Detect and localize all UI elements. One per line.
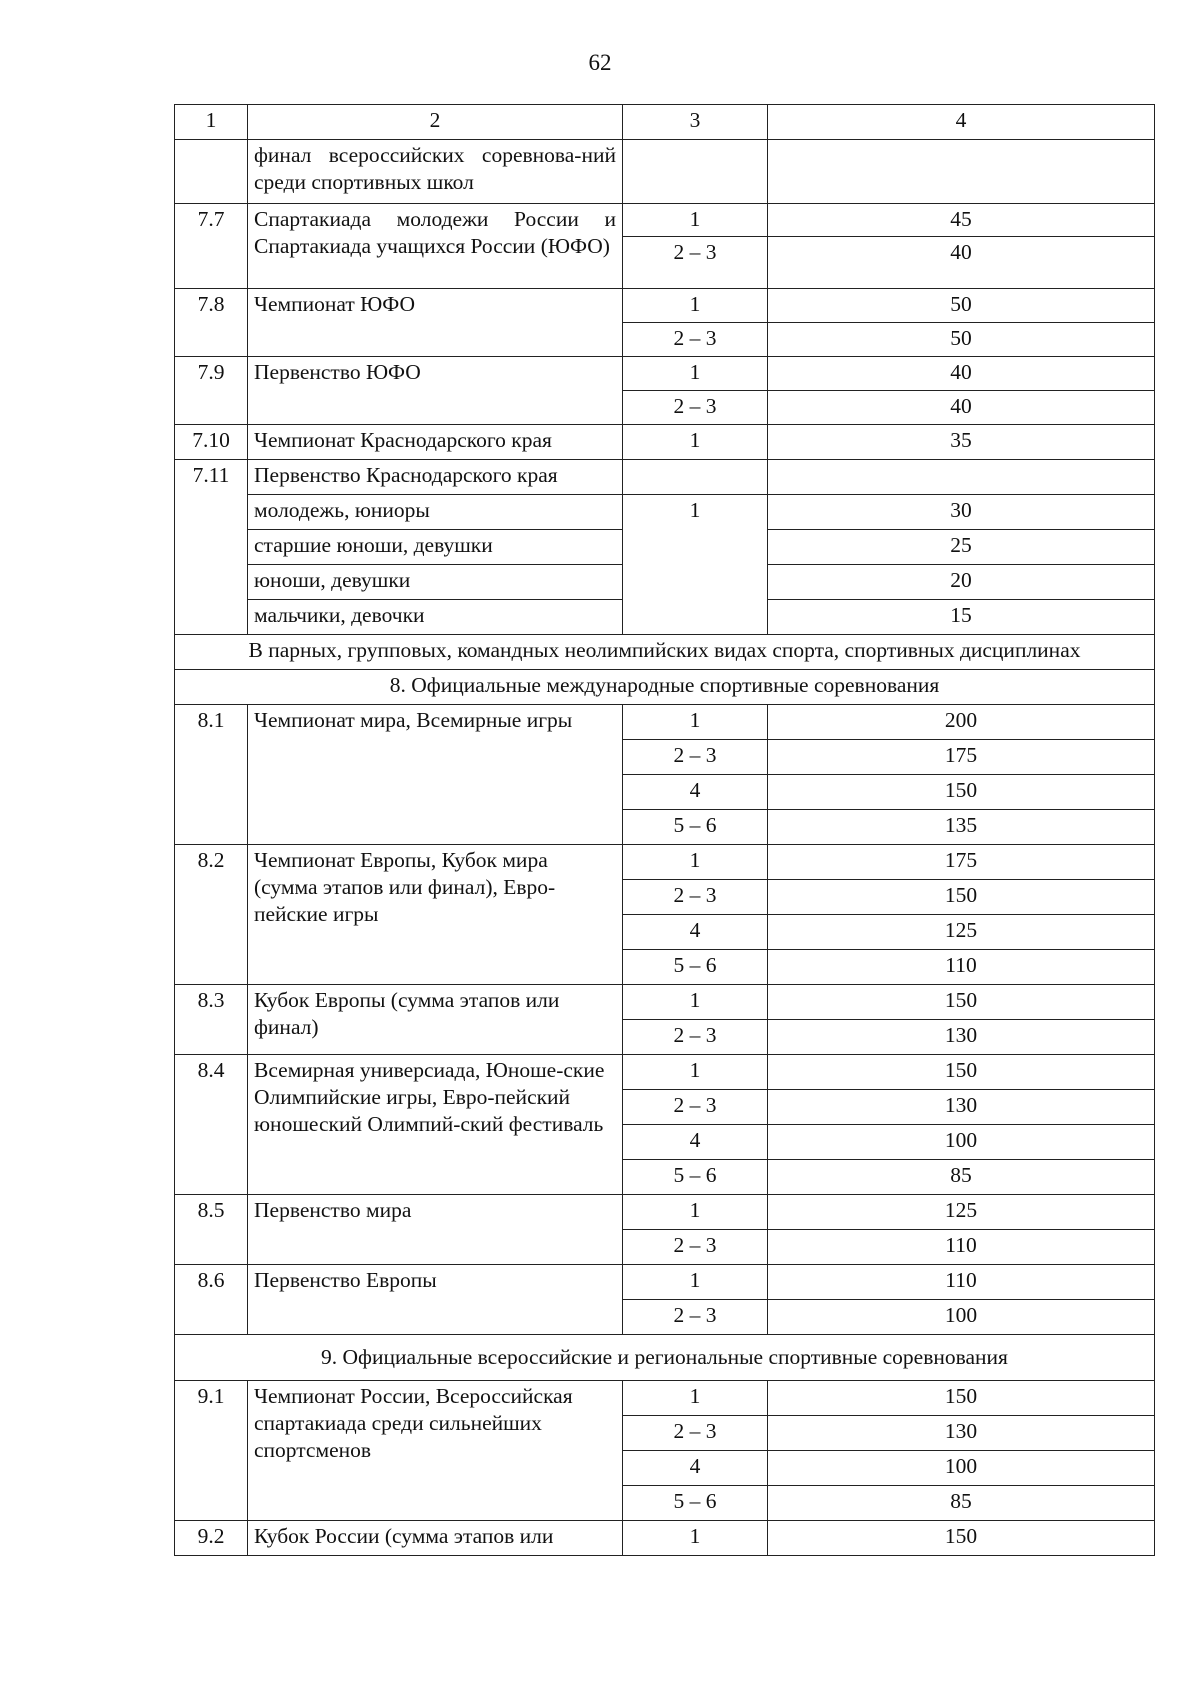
points-cell: 30 bbox=[768, 495, 1155, 530]
table-row bbox=[175, 289, 1155, 323]
place-cell: 2 – 3 bbox=[623, 1416, 768, 1451]
competition-name: Кубок России (сумма этапов или bbox=[248, 1521, 623, 1556]
points-cell: 200 bbox=[768, 705, 1155, 740]
table-row bbox=[175, 425, 1155, 460]
points-cell: 100 bbox=[768, 1125, 1155, 1160]
age-group-label: старшие юноши, девушки bbox=[248, 530, 623, 565]
place-cell: 1 bbox=[623, 1521, 768, 1556]
header-col-3: 3 bbox=[623, 105, 768, 140]
place-cell: 4 bbox=[623, 915, 768, 950]
row-number: 7.9 bbox=[175, 357, 248, 425]
points-cell: 150 bbox=[768, 1521, 1155, 1556]
table-row bbox=[175, 845, 1155, 880]
competition-name: Кубок Европы (сумма этапов или финал) bbox=[248, 985, 623, 1055]
points-cell: 110 bbox=[768, 950, 1155, 985]
place-cell: 4 bbox=[623, 1125, 768, 1160]
points-cell: 100 bbox=[768, 1451, 1155, 1486]
row-number: 8.5 bbox=[175, 1195, 248, 1265]
points-cell: 150 bbox=[768, 775, 1155, 810]
section-heading-8: 8. Официальные международные спортивные соревнования bbox=[175, 670, 1155, 705]
table-row bbox=[175, 1521, 1155, 1556]
header-row bbox=[175, 105, 1155, 140]
place-cell: 2 – 3 bbox=[623, 1300, 768, 1335]
points-cell: 150 bbox=[768, 985, 1155, 1020]
competition-name: Чемпионат Европы, Кубок мира (сумма этапов или финал), Евро-пейские игры bbox=[248, 845, 623, 985]
competition-name: Всемирная универсиада, Юноше-ские Олимпийские игры, Евро-пейский юношеский Олимпий-ский фестиваль bbox=[248, 1055, 623, 1195]
place-cell: 1 bbox=[623, 495, 768, 635]
place-cell: 1 bbox=[623, 845, 768, 880]
points-cell: 35 bbox=[768, 425, 1155, 460]
points-cell: 130 bbox=[768, 1020, 1155, 1055]
points-cell: 150 bbox=[768, 1381, 1155, 1416]
header-col-2: 2 bbox=[248, 105, 623, 140]
place-cell: 1 bbox=[623, 705, 768, 740]
points-cell: 85 bbox=[768, 1486, 1155, 1521]
place-cell: 2 – 3 bbox=[623, 323, 768, 357]
points-cell: 50 bbox=[768, 289, 1155, 323]
competition-name: финал всероссийских соревнова-ний среди спортивных школ bbox=[248, 140, 623, 204]
age-group-label: юноши, девушки bbox=[248, 565, 623, 600]
place-cell: 1 bbox=[623, 204, 768, 237]
category-banner-row bbox=[175, 635, 1155, 670]
place-cell: 2 – 3 bbox=[623, 1090, 768, 1125]
header-col-4: 4 bbox=[768, 105, 1155, 140]
points-cell: 150 bbox=[768, 1055, 1155, 1090]
row-number bbox=[175, 140, 248, 204]
points-cell: 175 bbox=[768, 740, 1155, 775]
points-cell: 175 bbox=[768, 845, 1155, 880]
place-cell: 1 bbox=[623, 985, 768, 1020]
table-row bbox=[175, 1381, 1155, 1416]
table-row bbox=[175, 705, 1155, 740]
points-cell: 15 bbox=[768, 600, 1155, 635]
row-number: 7.8 bbox=[175, 289, 248, 357]
points-cell: 40 bbox=[768, 357, 1155, 391]
table-row bbox=[175, 1195, 1155, 1230]
points-cell bbox=[768, 140, 1155, 204]
place-cell: 1 bbox=[623, 1055, 768, 1090]
competition-name: Первенство ЮФО bbox=[248, 357, 623, 425]
competition-name: Первенство мира bbox=[248, 1195, 623, 1265]
place-cell: 2 – 3 bbox=[623, 237, 768, 289]
place-cell bbox=[623, 140, 768, 204]
table-row bbox=[175, 357, 1155, 391]
section-heading-row bbox=[175, 670, 1155, 705]
row-number: 8.1 bbox=[175, 705, 248, 845]
place-cell: 4 bbox=[623, 1451, 768, 1486]
points-cell: 135 bbox=[768, 810, 1155, 845]
place-cell: 2 – 3 bbox=[623, 880, 768, 915]
points-cell: 40 bbox=[768, 237, 1155, 289]
points-cell: 130 bbox=[768, 1416, 1155, 1451]
points-cell bbox=[768, 460, 1155, 495]
competition-name: Первенство Краснодарского края bbox=[248, 460, 623, 495]
place-cell bbox=[623, 460, 768, 495]
row-number: 8.4 bbox=[175, 1055, 248, 1195]
table-row bbox=[175, 460, 1155, 495]
row-number: 7.11 bbox=[175, 460, 248, 635]
table-row bbox=[175, 1055, 1155, 1090]
place-cell: 5 – 6 bbox=[623, 1160, 768, 1195]
points-cell: 110 bbox=[768, 1230, 1155, 1265]
table-row bbox=[175, 495, 1155, 530]
section-heading-9: 9. Официальные всероссийские и региональные спортивные соревнования bbox=[175, 1335, 1155, 1381]
header-col-1: 1 bbox=[175, 105, 248, 140]
points-cell: 50 bbox=[768, 323, 1155, 357]
row-number: 8.2 bbox=[175, 845, 248, 985]
competition-name: Первенство Европы bbox=[248, 1265, 623, 1335]
place-cell: 5 – 6 bbox=[623, 950, 768, 985]
points-cell: 125 bbox=[768, 1195, 1155, 1230]
points-cell: 45 bbox=[768, 204, 1155, 237]
row-number: 9.1 bbox=[175, 1381, 248, 1521]
points-cell: 25 bbox=[768, 530, 1155, 565]
row-number: 9.2 bbox=[175, 1521, 248, 1556]
place-cell: 1 bbox=[623, 357, 768, 391]
place-cell: 1 bbox=[623, 1195, 768, 1230]
place-cell: 1 bbox=[623, 425, 768, 460]
competition-name: Чемпионат России, Всероссийская спартакиада среди сильнейших спортсменов bbox=[248, 1381, 623, 1521]
points-cell: 85 bbox=[768, 1160, 1155, 1195]
points-cell: 110 bbox=[768, 1265, 1155, 1300]
section-heading-row bbox=[175, 1335, 1155, 1381]
place-cell: 1 bbox=[623, 1265, 768, 1300]
points-cell: 40 bbox=[768, 391, 1155, 425]
competition-name: Чемпионат ЮФО bbox=[248, 289, 623, 357]
category-banner: В парных, групповых, командных неолимпийских видах спорта, спортивных дисциплинах bbox=[175, 635, 1155, 670]
age-group-label: мальчики, девочки bbox=[248, 600, 623, 635]
row-number: 7.10 bbox=[175, 425, 248, 460]
competition-name: Чемпионат Краснодарского края bbox=[248, 425, 623, 460]
points-cell: 150 bbox=[768, 880, 1155, 915]
place-cell: 5 – 6 bbox=[623, 1486, 768, 1521]
competition-name: Спартакиада молодежи России и Спартакиада учащихся России (ЮФО) bbox=[248, 204, 623, 289]
table-row bbox=[175, 1265, 1155, 1300]
sports-points-table bbox=[174, 104, 1155, 1556]
table-row bbox=[175, 140, 1155, 204]
table-row bbox=[175, 985, 1155, 1020]
points-cell: 100 bbox=[768, 1300, 1155, 1335]
place-cell: 2 – 3 bbox=[623, 740, 768, 775]
row-number: 8.6 bbox=[175, 1265, 248, 1335]
row-number: 7.7 bbox=[175, 204, 248, 289]
place-cell: 4 bbox=[623, 775, 768, 810]
place-cell: 2 – 3 bbox=[623, 1230, 768, 1265]
points-cell: 125 bbox=[768, 915, 1155, 950]
age-group-label: молодежь, юниоры bbox=[248, 495, 623, 530]
place-cell: 1 bbox=[623, 289, 768, 323]
points-cell: 20 bbox=[768, 565, 1155, 600]
place-cell: 5 – 6 bbox=[623, 810, 768, 845]
place-cell: 2 – 3 bbox=[623, 1020, 768, 1055]
table-row bbox=[175, 204, 1155, 237]
row-number: 8.3 bbox=[175, 985, 248, 1055]
place-cell: 2 – 3 bbox=[623, 391, 768, 425]
competition-name: Чемпионат мира, Всемирные игры bbox=[248, 705, 623, 845]
points-cell: 130 bbox=[768, 1090, 1155, 1125]
page-number: 62 bbox=[588, 50, 612, 75]
place-cell: 1 bbox=[623, 1381, 768, 1416]
